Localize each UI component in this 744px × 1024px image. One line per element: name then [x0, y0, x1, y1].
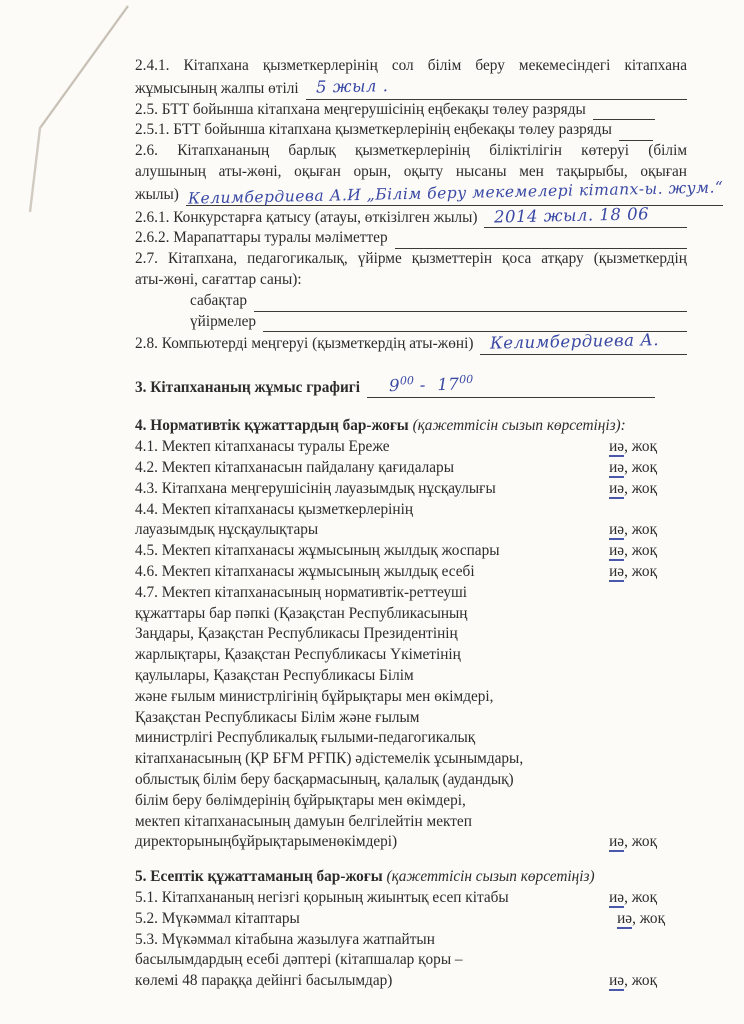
yes-no-answer: [609, 562, 657, 583]
handwritten-schedule: $9^{00} - 17^{00}$: [388, 373, 474, 396]
checklist-row-4-7-line4: жарлықтары, Қазақстан Республикасы Үкіметінің: [135, 646, 461, 664]
no-option: , жоқ: [624, 438, 657, 456]
checklist-row-4-7-line12: мектеп кітапханасының дамуын белгілейтін мектеп: [135, 812, 472, 830]
fill-blank: [254, 292, 687, 312]
fill-blank: [593, 100, 655, 120]
no-option: , жоқ: [624, 888, 657, 906]
field-label: 2.6.1. Конкурстарға қатысу (атауы, өткізілген жылы): [135, 208, 478, 226]
no-option: , жоқ: [624, 563, 657, 581]
row-label: 4.2. Мектеп кітапханасын пайдалану қағидалары: [135, 459, 454, 477]
row-label: 5.1. Кітапхананың негізгі қорының жиынтық есеп кітабы: [135, 888, 509, 906]
field-awards: [135, 228, 687, 249]
fill-blank: [395, 229, 687, 249]
yes-no-answer: [609, 437, 657, 458]
checklist-row-5-2: [135, 909, 687, 930]
fill-blank: [186, 178, 724, 208]
no-option: , жоқ: [624, 833, 657, 851]
yes-no-answer: [617, 909, 665, 930]
yes-selected: иә: [609, 459, 625, 477]
yes-no-answer: [609, 888, 657, 909]
item-2-6-line2: алушының аты-жөні, оқыған орын, оқыту нысаны мен тақырыбы, оқыған: [135, 162, 687, 180]
yes-no-answer: [609, 458, 657, 479]
fill-blank: [480, 332, 687, 355]
yes-no-answer: [609, 541, 657, 562]
field-lessons: [135, 291, 687, 312]
yes-no-answer: [609, 479, 657, 500]
no-option: , жоқ: [624, 479, 657, 497]
field-training-year: [135, 178, 724, 208]
handwritten-value: Келимбердиева А.И „Білім беру мекемелері кітапх-ы. жум.“: [187, 178, 724, 208]
checklist-row-4-7-line1: 4.7. Мектеп кітапханасының нормативтік-реттеуші: [135, 583, 468, 601]
item-2-5: [135, 100, 687, 121]
checklist-row-4-7-line13: [135, 832, 687, 853]
section-4-note: (қажеттісін сызып көрсетіңіз):: [412, 417, 626, 435]
no-option: , жоқ: [624, 459, 657, 477]
checklist-row-5-3-line3: [135, 971, 687, 992]
handwritten-value: Келимбердиева А.: [490, 330, 660, 354]
yes-selected: иә: [609, 888, 625, 906]
checklist-row-4-2: [135, 458, 687, 479]
item-2-7-line2: аты-жөні, сағаттар саны):: [135, 270, 302, 288]
checklist-row-4-7-line7: Қазақстан Республикасы Білім және ғылым: [135, 708, 420, 726]
checklist-row-4-6: [135, 562, 687, 583]
handwritten-value: 5 жыл .: [315, 75, 389, 97]
fill-blank: [619, 121, 653, 141]
yes-selected: иә: [609, 542, 625, 560]
row-label: 4.3. Кітапхана меңгерушісінің лауазымдық нұсқаулығы: [135, 479, 496, 497]
checklist-row-4-5: [135, 541, 687, 562]
item-2-7-line1: 2.7. Кітапхана, педагогикалық, үйірме қызметтерін қоса атқару (қызметкердің: [135, 250, 687, 268]
row-label: 4.1. Мектеп кітапханасы туралы Ереже: [135, 438, 390, 456]
fill-blank: [367, 371, 655, 398]
checklist-row-4-4-line1: 4.4. Мектеп кітапханасы қызметкерлерінің: [135, 500, 414, 518]
field-label: 2.5.1. БТТ бойынша кітапхана қызметкерлерінің еңбекақы төлеу разряды: [135, 121, 612, 139]
yes-selected: иә: [609, 972, 625, 990]
yes-selected: иә: [609, 563, 625, 581]
yes-no-answer: [609, 520, 657, 541]
field-label: 2.6.2. Марапаттары туралы мәліметтер: [135, 229, 388, 247]
field-label: 2.8. Компьютерді меңгеруі (қызметкердің аты-жөні): [135, 335, 474, 353]
fill-blank: [263, 312, 687, 332]
item-2-6-line1: 2.6. Кітапхананың барлық қызметкерлерінің біліктілігін көтеруі (білім: [135, 142, 687, 160]
field-label: 2.5. БТТ бойынша кітапхана меңгерушісінің еңбекақы төлеу разряды: [135, 100, 586, 118]
checklist-row-4-7-line11: білім беру бөлімдерінің бұйрықтары мен өкімдері,: [135, 791, 466, 809]
checklist-row-4-3: [135, 479, 687, 500]
checklist-row-4-7-line8: министрлігі Республикалық ғылыми-педагогикалық: [135, 729, 476, 747]
row-label: 4.5. Мектеп кітапханасы жұмысының жылдық жоспары: [135, 542, 500, 560]
yes-no-answer: [609, 971, 657, 992]
field-label: жұмысының жалпы өтілі: [135, 79, 299, 97]
row-label: директорыныңбұйрықтарыменөкімдері): [135, 833, 398, 851]
field-work-schedule: [135, 371, 687, 398]
row-label: көлемі 48 параққа дейінгі басылымдар): [135, 972, 393, 990]
section-3-title: 3. Кітапхананың жұмыс графигі: [135, 378, 360, 396]
yes-selected: иә: [609, 833, 625, 851]
field-label: жылы): [135, 185, 179, 203]
checklist-row-4-1: [135, 437, 687, 458]
section-4-title: 4. Нормативтік құжаттардың бар-жоғы: [135, 417, 413, 435]
checklist-row-5-3-line2: басылымдардың есебі дәптері (кітапшалар қоры –: [135, 951, 463, 969]
checklist-row-5-1: [135, 888, 687, 909]
no-option: , жоқ: [624, 521, 657, 539]
row-label: 4.6. Мектеп кітапханасы жұмысының жылдық есебі: [135, 563, 475, 581]
fill-blank: [484, 203, 687, 229]
no-option: , жоқ: [624, 542, 657, 560]
section-5-header: [135, 867, 687, 888]
checklist-row-4-7-line10: облыстық білім беру басқармасының, қалалық (аудандық): [135, 771, 514, 788]
no-option: , жоқ: [624, 972, 657, 990]
no-option: , жоқ: [632, 909, 665, 927]
checklist-row-4-7-line5: қаулылары, Қазақстан Республикасы Білім: [135, 667, 414, 685]
form-body: [135, 56, 724, 992]
field-label: сабақтар: [190, 291, 248, 309]
checklist-row-4-7-line3: Заңдары, Қазақстан Республикасы Президентінің: [135, 625, 458, 643]
yes-selected: иә: [609, 438, 625, 456]
yes-selected: иә: [617, 909, 633, 927]
yes-selected: иә: [609, 521, 625, 539]
checklist-row-4-4-line2: [135, 520, 687, 541]
field-total-experience: [135, 77, 687, 100]
checklist-row-5-3-line1: 5.3. Мүкәммал кітабына жазылуға жатпайтын: [135, 930, 435, 948]
yes-selected: иә: [609, 479, 625, 497]
section-5-note: (қажеттісін сызып көрсетіңіз): [386, 868, 595, 886]
row-label: лауазымдық нұсқаулықтары: [135, 521, 319, 539]
field-clubs: [135, 312, 687, 333]
section-5-title: 5. Есептік құжаттаманың бар-жоғы: [135, 868, 387, 886]
item-2-4-1-line1: 2.4.1. Кітапхана қызметкерлерінің сол білім беру мекемесіндегі кітапхана: [135, 57, 687, 74]
checklist-row-4-7-line6: және ғылым министрлігінің бұйрықтары мен өкімдері,: [135, 687, 494, 705]
field-computer-skills: [135, 332, 687, 355]
item-2-5-1: [135, 120, 687, 141]
checklist-row-4-7-line2: құжаттары бар пәпкі (Қазақстан Республикасының: [135, 604, 468, 622]
field-label: үйірмелер: [190, 312, 257, 330]
handwritten-value: 2014 жыл. 18 06: [494, 203, 650, 227]
checklist-row-4-7-line9: кітапханасының (ҚР БҒМ РҒПК) әдістемелік ұсынымдары,: [135, 750, 524, 768]
row-label: 5.2. Мүкәммал кітаптары: [135, 909, 300, 927]
fill-blank: [306, 77, 687, 100]
section-4-header: [135, 416, 687, 437]
yes-no-answer: [609, 832, 657, 853]
